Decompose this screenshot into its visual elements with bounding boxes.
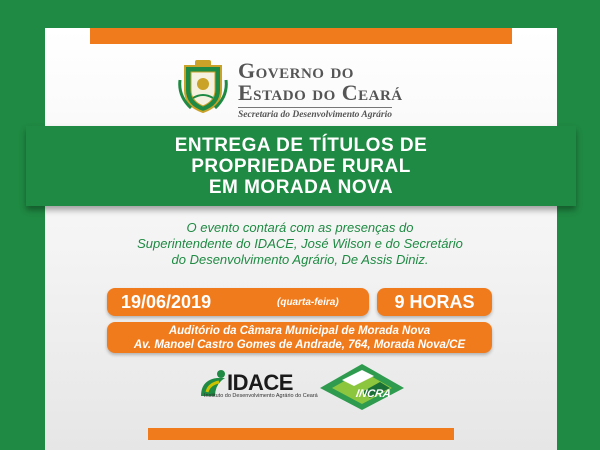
secretariat-subtitle: Secretaria do Desenvolvimento Agrário <box>238 107 392 120</box>
incra-name: INCRA <box>354 388 392 400</box>
venue-pill <box>107 322 492 353</box>
date-pill <box>107 288 369 316</box>
event-weekday: (quarta-feira) <box>277 297 339 308</box>
government-title-line2: Estado do Ceará <box>238 80 403 105</box>
idace-tagline: Instituto do Desenvolvimento Agrário do Ceará <box>204 393 318 399</box>
ceara-state-seal-icon <box>177 56 229 114</box>
idace-name: IDACE <box>227 370 293 395</box>
top-accent-bar <box>90 28 512 44</box>
incra-logo-icon <box>318 362 406 410</box>
bottom-accent-bar <box>148 428 454 440</box>
government-title-line1: Governo do <box>238 58 354 83</box>
venue-line2: Av. Manoel Castro Gomes de Andrade, 764, Morada Nova/CE <box>133 338 466 351</box>
event-description: O evento contará com as presenças do Superintendente do IDACE, José Wilson e do Secretário do Desenvolvimento Agrário, De Assis Diniz. <box>137 220 463 267</box>
event-date: 19/06/2019 <box>121 292 212 312</box>
government-title <box>238 60 478 122</box>
event-title: ENTREGA DE TÍTULOS DE PROPRIEDADE RURAL EM MORADA NOVA <box>174 134 428 198</box>
event-title-banner <box>26 126 576 206</box>
event-time: 9 HORAS <box>377 288 492 316</box>
venue-line1: Auditório da Câmara Municipal de Morada Nova <box>168 324 431 337</box>
